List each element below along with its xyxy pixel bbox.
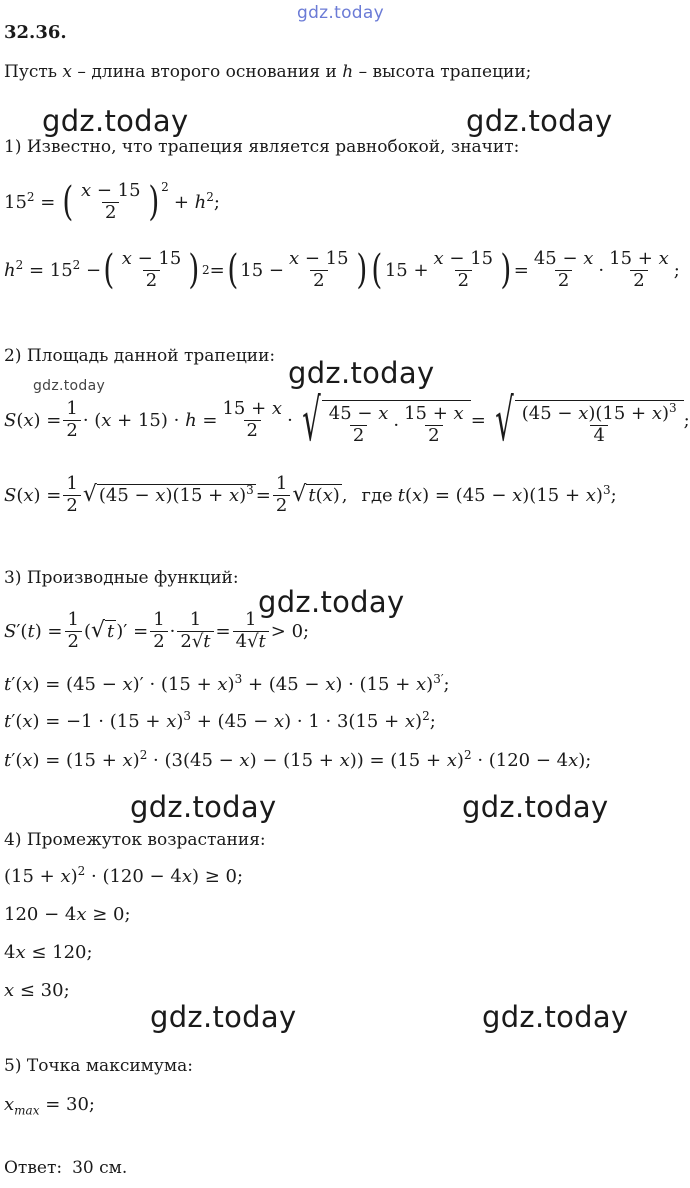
- equation-4: S(x) = $\frac{1}{2}$ √ $(45 - x)(15 + x)^3$ = $\frac{1}{2}$ √ t(x) , где $t(x) = (45 - x)(15 + x)^3$;: [4, 472, 617, 516]
- max-point: $x_{max} = 30$;: [4, 1094, 95, 1118]
- step-1-heading: 1) Известно, что трапеция является равнобокой, значит:: [4, 137, 520, 157]
- answer-value: 30 см.: [72, 1158, 128, 1178]
- step-4-heading: 4) Промежуток возрастания:: [4, 830, 266, 850]
- watermark: gdz.today: [466, 104, 613, 138]
- watermark: gdz.today: [297, 3, 384, 23]
- watermark: gdz.today: [130, 790, 277, 824]
- answer: [4, 1158, 127, 1178]
- intro-text: Пусть x – длина второго основания и h – высота трапеции;: [4, 62, 532, 82]
- watermark: gdz.today: [482, 1000, 629, 1034]
- step-5-heading: 5) Точка максимума:: [4, 1056, 193, 1076]
- watermark: gdz.today: [258, 585, 405, 619]
- equation-2: $h^2 = 15^2$ − ( $\frac{x - 15}{2}$ ) 2 = ( 15 − $\frac{x - 15}{2}$ ) ( 15 + $\frac{x - 15}{2}$ ) = $\frac{45 - x}{2}$ · $\frac{15 + x}{2}$ ;: [4, 247, 680, 293]
- watermark: gdz.today: [150, 1000, 297, 1034]
- answer-label: Ответ:: [4, 1158, 63, 1178]
- watermark: gdz.today: [462, 790, 609, 824]
- watermark: gdz.today: [33, 378, 106, 394]
- equation-6: $t'(x) = (45 - x)' \cdot (15 + x)^3 + (45 - x) \cdot (15 + x)^{3'}$;: [4, 672, 450, 695]
- problem-number: 32.36.: [4, 22, 67, 43]
- inequality-1: $(15 + x)^2 \cdot (120 - 4x) \ge 0$;: [4, 864, 244, 887]
- inequality-2: 120 − 4x ≥ 0;: [4, 904, 131, 925]
- watermark: gdz.today: [42, 104, 189, 138]
- equation-5: S′(t) = $\frac{1}{2}$ ( √ t )′ = $\frac{1}{2}$ · $\frac{1}{2√t}$ = $\frac{1}{4√t}$ > 0;: [4, 608, 310, 652]
- step-3-heading: 3) Производные функций:: [4, 568, 239, 588]
- equation-1: $15^2$ = ( $\frac{x - 15}{2}$ ) 2 + $h^2$;: [4, 179, 220, 225]
- where-label: где: [361, 484, 393, 506]
- equation-7: $t'(x) = -1 \cdot (15 + x)^3 + (45 - x) \cdot 1 \cdot 3(15 + x)^2$;: [4, 709, 436, 732]
- equation-8: $t'(x) = (15 + x)^2 \cdot (3(45 - x) - (15 + x)) = (15 + x)^2 \cdot (120 - 4x)$;: [4, 748, 592, 771]
- step-2-heading: 2) Площадь данной трапеции:: [4, 346, 276, 366]
- equation-3: S(x) = $\frac{1}{2}$ · (x + 15) · h = $\frac{15 + x}{2}$ · √ $\frac{45 - x}{2}$ · $\frac{15 + x}{2}$ = √ $\frac{(45 - x)(15 + x)^3}{4}$ ;: [4, 385, 690, 454]
- inequality-3: 4x ≤ 120;: [4, 942, 93, 963]
- watermark: gdz.today: [288, 356, 435, 390]
- inequality-4: x ≤ 30;: [4, 980, 70, 1001]
